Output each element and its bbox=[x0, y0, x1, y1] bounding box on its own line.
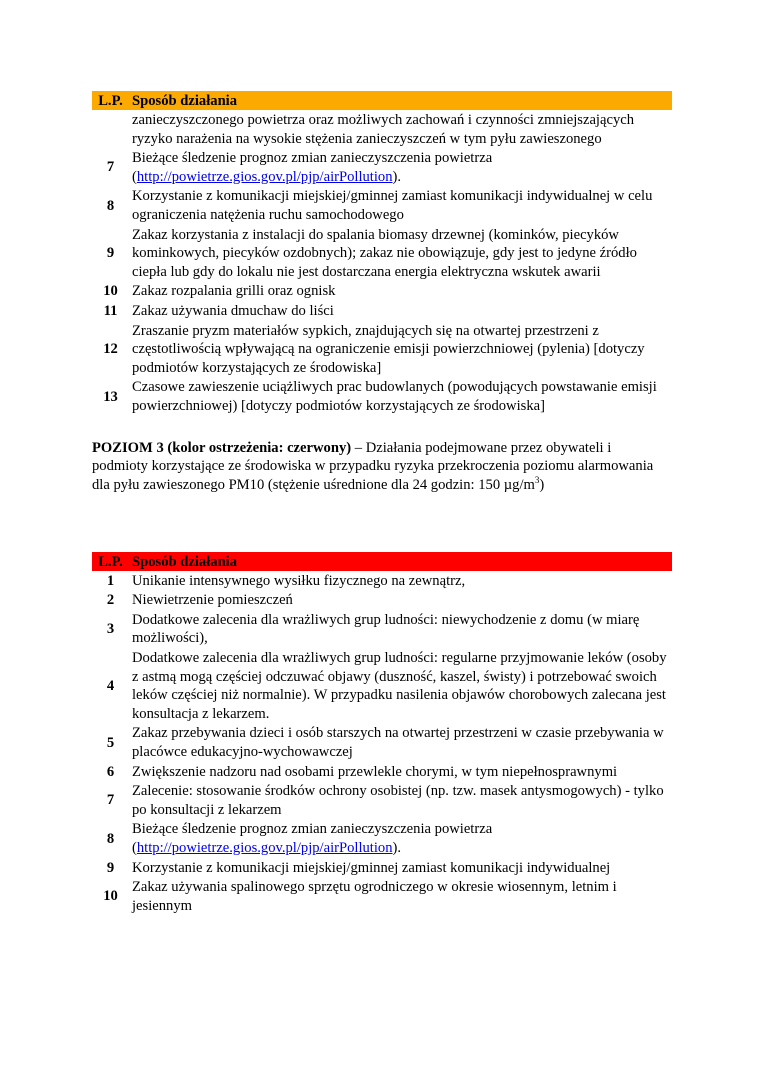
row-number: 10 bbox=[103, 283, 118, 300]
action-text: Zalecenie: stosowanie środków ochrony osobistej (np. tzw. masek antysmogowych) - tylko po konsultacji z lekarzem bbox=[132, 783, 664, 818]
row-action-text bbox=[129, 321, 672, 378]
row-action-text bbox=[129, 281, 672, 301]
row-number: 12 bbox=[103, 341, 118, 358]
header-action: Sposób działania bbox=[129, 552, 672, 571]
row-action-text bbox=[129, 723, 672, 761]
action-text: Unikanie intensywnego wysiłku fizycznego na zewnątrz, bbox=[132, 572, 466, 589]
row-action-text bbox=[129, 571, 672, 591]
row-number: 1 bbox=[106, 572, 115, 589]
air-pollution-link[interactable]: http://powietrze.gios.gov.pl/pjp/airPollution bbox=[136, 168, 393, 185]
action-text-end: ). bbox=[392, 168, 402, 185]
row-number: 7 bbox=[106, 792, 115, 809]
row-number: 5 bbox=[106, 734, 115, 751]
unit-superscript: 3 bbox=[534, 475, 540, 486]
row-number: 7 bbox=[106, 159, 115, 176]
actions-table-level-2 bbox=[92, 91, 672, 416]
row-number: 8 bbox=[106, 197, 115, 214]
row-action-text bbox=[129, 590, 672, 610]
action-text: Bieżące śledzenie prognoz zmian zanieczyszczenia powietrza ( bbox=[132, 821, 493, 856]
table-row bbox=[92, 781, 672, 819]
table-row bbox=[92, 281, 672, 301]
table-row bbox=[92, 648, 672, 723]
row-action-text bbox=[129, 148, 672, 186]
action-text: Korzystanie z komunikacji miejskiej/gminnej zamiast komunikacji indywidualnej w celu ograniczenia natężenia ruchu samochodowego bbox=[132, 188, 653, 223]
row-action-text bbox=[129, 110, 672, 148]
action-text: Korzystanie z komunikacji miejskiej/gminnej zamiast komunikacji indywidualnej bbox=[132, 859, 611, 876]
row-number: 4 bbox=[106, 677, 115, 694]
table-header-row bbox=[92, 91, 672, 110]
table-row bbox=[92, 321, 672, 378]
row-action-text bbox=[129, 781, 672, 819]
table-row bbox=[92, 225, 672, 282]
row-action-text bbox=[129, 301, 672, 321]
action-text: Zakaz rozpalania grilli oraz ognisk bbox=[132, 283, 336, 300]
row-number: 9 bbox=[106, 859, 115, 876]
table-row bbox=[92, 610, 672, 648]
air-pollution-link[interactable]: http://powietrze.gios.gov.pl/pjp/airPollution bbox=[136, 839, 393, 856]
row-action-text bbox=[129, 610, 672, 648]
row-action-text bbox=[129, 225, 672, 282]
table-row bbox=[92, 186, 672, 224]
action-text-end: ). bbox=[392, 839, 402, 856]
action-text: Zakaz korzystania z instalacji do spalania biomasy drzewnej (kominków, piecyków kominkowych, piecyków ozdobnych); zakaz nie obowiązuje, gdy jest to jedyne źródło ciepła lub gdy do lokalu nie jest dostarczana energia elektryczna wskutek awarii bbox=[132, 226, 637, 280]
table-row bbox=[92, 377, 672, 415]
row-number: 13 bbox=[103, 388, 118, 405]
table-row bbox=[92, 590, 672, 610]
table-row bbox=[92, 571, 672, 591]
level-3-text-end: ) bbox=[539, 476, 545, 493]
row-number: 8 bbox=[106, 830, 115, 847]
action-text: Zakaz używania dmuchaw do liści bbox=[132, 302, 334, 319]
row-number: 10 bbox=[103, 888, 118, 905]
row-action-text bbox=[129, 858, 672, 878]
header-lp: L.P. bbox=[92, 91, 129, 110]
row-number: 2 bbox=[106, 592, 115, 609]
level-3-description bbox=[92, 439, 667, 495]
actions-table-level-3 bbox=[92, 552, 672, 916]
action-text: zanieczyszczonego powietrza oraz możliwych zachowań i czynności zmniejszających ryzyko narażenia na wysokie stężenia zanieczyszczeń w tym pyłu zawieszonego bbox=[132, 112, 635, 147]
row-action-text bbox=[129, 648, 672, 723]
table-row bbox=[92, 110, 672, 148]
row-action-text bbox=[129, 877, 672, 915]
action-text: Zwiększenie nadzoru nad osobami przewlekle chorymi, w tym niepełnosprawnymi bbox=[132, 763, 618, 780]
table-header-row bbox=[92, 552, 672, 571]
row-number bbox=[92, 110, 129, 148]
table-row bbox=[92, 877, 672, 915]
row-action-text bbox=[129, 186, 672, 224]
action-text: Czasowe zawieszenie uciążliwych prac budowlanych (powodujących powstawanie emisji powierzchniowej) [dotyczy podmiotów korzystających ze środowiska] bbox=[132, 379, 657, 414]
action-text: Dodatkowe zalecenia dla wrażliwych grup ludności: regularne przyjmowanie leków (osoby z astmą mogą częściej odczuwać objawy (duszność, kaszel, świsty) i potrzebować swoich leków częściej niż normalnie). W przypadku nasilenia objawów chorobowych zalecana jest konsultacja z lekarzem. bbox=[132, 649, 667, 722]
action-text: Zraszanie pryzm materiałów sypkich, znajdujących się na otwartej przestrzeni z częstotliwością wpływającą na ograniczenie emisji powierzchniowej (pylenia) [dotyczy podmiotów korzystających ze środowiska] bbox=[132, 322, 645, 376]
row-action-text bbox=[129, 762, 672, 782]
table-row bbox=[92, 301, 672, 321]
action-text: Niewietrzenie pomieszczeń bbox=[132, 592, 293, 609]
header-lp: L.P. bbox=[92, 552, 129, 571]
level-3-text: – Działania podejmowane przez obywateli i podmioty korzystające ze środowiska w przypadku ryzyka przekroczenia poziomu alarmowania dla pyłu zawieszonego PM10 (stężenie uśrednione dla 24 godzin: 150 µg/m bbox=[92, 439, 654, 493]
header-action: Sposób działania bbox=[129, 91, 672, 110]
action-text: Zakaz używania spalinowego sprzętu ogrodniczego w okresie wiosennym, letnim i jesiennym bbox=[132, 879, 617, 914]
document-page bbox=[92, 91, 672, 915]
row-action-text bbox=[129, 819, 672, 857]
action-text: Dodatkowe zalecenia dla wrażliwych grup ludności: niewychodzenie z domu (w miarę możliwości), bbox=[132, 611, 640, 647]
action-text: Bieżące śledzenie prognoz zmian zanieczyszczenia powietrza ( bbox=[132, 150, 493, 185]
row-number: 11 bbox=[103, 302, 118, 319]
row-number: 3 bbox=[106, 621, 115, 638]
row-action-text bbox=[129, 377, 672, 415]
table-row bbox=[92, 148, 672, 186]
table-row bbox=[92, 858, 672, 878]
row-number: 6 bbox=[106, 763, 115, 780]
table-row bbox=[92, 819, 672, 857]
action-text: Zakaz przebywania dzieci i osób starszych na otwartej przestrzeni w czasie przebywania w placówce edukacyjno-wychowawczej bbox=[132, 725, 664, 760]
table-row bbox=[92, 762, 672, 782]
table-row bbox=[92, 723, 672, 761]
row-number: 9 bbox=[106, 245, 115, 262]
level-3-title: POZIOM 3 (kolor ostrzeżenia: czerwony) bbox=[92, 439, 352, 456]
